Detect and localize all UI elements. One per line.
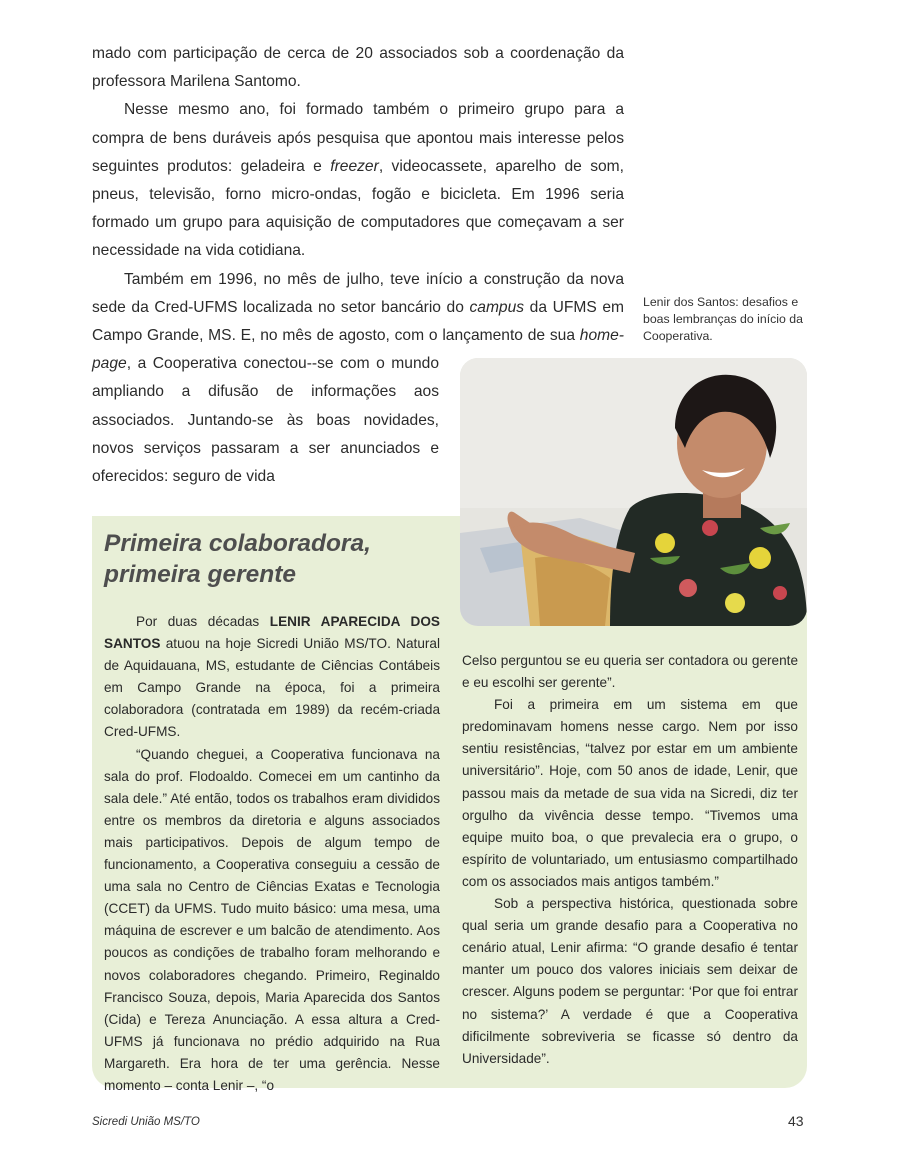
page-number: 43 — [788, 1113, 804, 1129]
box-right-paragraph-2: Foi a primeira em um sistema em que predominavam homens nesse cargo. Nem por isso sentiu resistências, “talvez por estar em um ambiente universitário”. Hoje, com 50 anos de idade, Lenir, que passou mais da metade de sua vida na Sicredi, diz ter orgulho da vivência desse tempo. “Tivemos uma equipe muito boa, o que prevalecia era o grupo, o espírito de voluntariado, um entusiasmo compartilhado com os associados mais antigos também.” — [462, 697, 798, 889]
box-right-paragraph-3: Sob a perspectiva histórica, questionada sobre qual seria um grande desafio para a Cooperativa no cenário atual, Lenir afirma: “O grande desafio é tentar manter um pouco dos valores iniciais sem deixar de crescer. Alguns podem se perguntar: ‘Por que foi entrar no sistema?’ A verdade é que a Cooperativa dificilmente sobreviveria se ficasse só dentro da Universidade”. — [462, 896, 798, 1066]
portrait-photo — [460, 358, 807, 626]
box-column-right — [462, 650, 798, 1070]
box-left-paragraph-1: Por duas décadas LENIR APARECIDA DOS SANTOS atuou na hoje Sicredi União MS/TO. Natural de Aquidauana, MS, estudante de Ciências Contábeis em Campo Grande na época, foi a primeira colaboradora (contratada em 1989) da recém-criada Cred-UFMS. — [104, 614, 441, 740]
photo-caption: Lenir dos Santos: desafios e boas lembranças do início da Cooperativa. — [643, 295, 803, 343]
footer-publication-name: Sicredi União MS/TO — [92, 1116, 200, 1128]
paragraph-3: Também em 1996, no mês de julho, teve início a construção da nova sede da Cred-UFMS localizada no setor bancário do campus da UFMS em Campo Grande, MS. E, no mês de agosto, com o lançamento de sua home-page, a Cooperativa conectou--se com o mundo ampliando a difusão de informações aos associados. Juntando-se às boas novidades, novos serviços passaram a ser anunciados e oferecidos: seguro de vida — [92, 266, 624, 492]
box-right-paragraph-1: Celso perguntou se eu queria ser contadora ou gerente e eu escolhi ser gerente”. — [462, 653, 798, 691]
paragraph-2: Nesse mesmo ano, foi formado também o primeiro grupo para a compra de bens duráveis após pesquisa que apontou mais interesse pelos seguintes produtos: geladeira e freezer, videocassete, aparelho de som, pneus, televisão, forno micro-ondas, fogão e bicicleta. Em 1996 seria formado um grupo para aquisição de computadores que começavam a ser necessidade na vida cotidiana. — [92, 101, 624, 260]
paragraph-1: mado com participação de cerca de 20 associados sob a coordenação da professora Marilena Santomo. — [92, 45, 624, 91]
box-column-left — [104, 611, 440, 1097]
box-left-paragraph-2: “Quando cheguei, a Cooperativa funcionava na sala do prof. Flodoaldo. Comecei em um cantinho da sala dele.” Até então, todos os trabalhos eram divididos entre os membros da diretoria e alguns associados mais participativos. Depois de algum tempo de funcionamento, a Cooperativa conseguiu a cessão de uma sala no Centro de Ciências Exatas e Tecnologia (CCET) da UFMS. Tudo muito básico: uma mesa, uma máquina de escrever e um balcão de atendimento. Aos poucos as condições de trabalho foram melhorando e novos colaboradores chegando. Primeiro, Reginaldo Francisco Souza, depois, Maria Aparecida dos Santos (Cida) e Tereza Anunciação. A essa altura a Cred-UFMS já funcionava no prédio adquirido na Rua Margareth. Era hora de ter uma gerência. Nesse momento – conta Lenir –, “o — [104, 746, 440, 1093]
box-title: Primeira colaboradora, primeira gerente — [104, 530, 371, 588]
portrait-illustration — [460, 358, 807, 626]
